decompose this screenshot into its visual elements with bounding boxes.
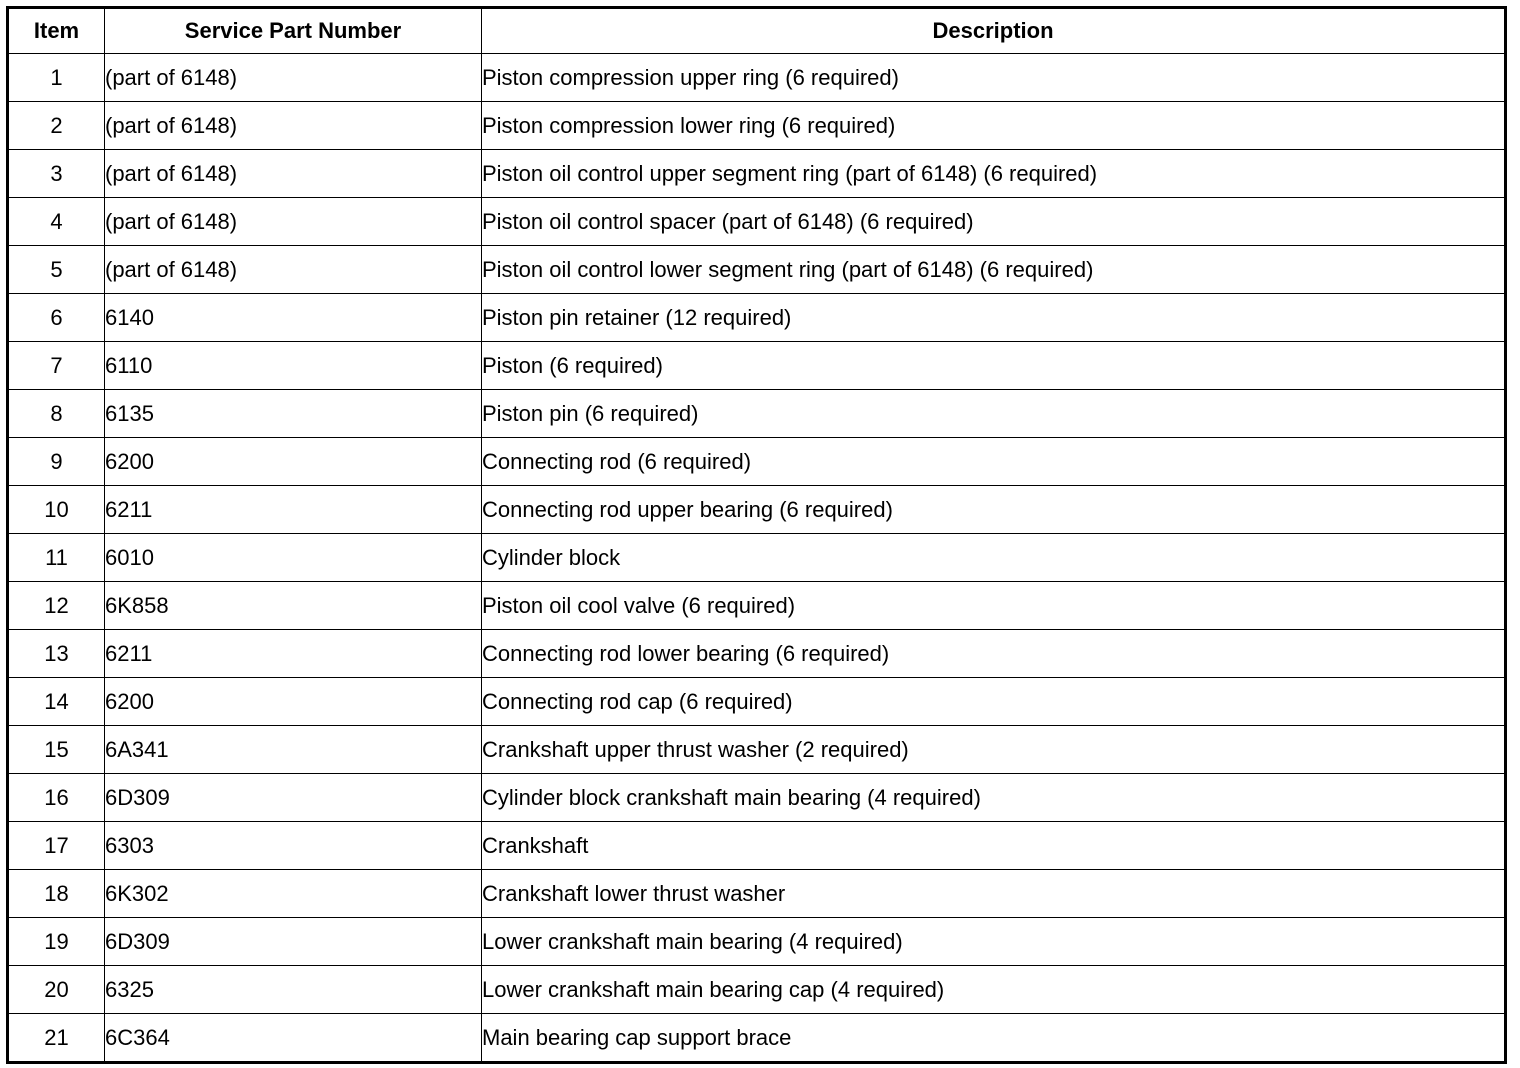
item-cell: 20 (8, 966, 105, 1014)
table-row (8, 678, 1506, 726)
table-body (8, 54, 1506, 1063)
description-cell: Piston oil control upper segment ring (part of 6148) (6 required) (482, 150, 1506, 198)
description-cell: Crankshaft (482, 822, 1506, 870)
part-number-cell: 6C364 (105, 1014, 482, 1063)
description-cell: Connecting rod upper bearing (6 required) (482, 486, 1506, 534)
description-cell: Piston pin retainer (12 required) (482, 294, 1506, 342)
description-cell: Piston compression lower ring (6 required) (482, 102, 1506, 150)
part-number-cell: 6K302 (105, 870, 482, 918)
table-row (8, 726, 1506, 774)
item-cell: 1 (8, 54, 105, 102)
part-number-cell: (part of 6148) (105, 102, 482, 150)
item-cell: 19 (8, 918, 105, 966)
part-number-cell: 6200 (105, 438, 482, 486)
description-cell: Piston compression upper ring (6 required) (482, 54, 1506, 102)
table-row (8, 438, 1506, 486)
table-row (8, 486, 1506, 534)
part-number-cell: 6211 (105, 630, 482, 678)
description-cell: Crankshaft upper thrust washer (2 required) (482, 726, 1506, 774)
description-cell: Main bearing cap support brace (482, 1014, 1506, 1063)
description-cell: Cylinder block (482, 534, 1506, 582)
table-row (8, 534, 1506, 582)
part-number-cell: 6A341 (105, 726, 482, 774)
table-row (8, 294, 1506, 342)
description-cell: Piston oil control lower segment ring (part of 6148) (6 required) (482, 246, 1506, 294)
item-cell: 8 (8, 390, 105, 438)
table-row (8, 246, 1506, 294)
part-number-cell: 6135 (105, 390, 482, 438)
item-cell: 13 (8, 630, 105, 678)
header-item: Item (8, 8, 105, 54)
item-cell: 3 (8, 150, 105, 198)
part-number-cell: 6325 (105, 966, 482, 1014)
header-row (8, 8, 1506, 54)
description-cell: Lower crankshaft main bearing (4 required) (482, 918, 1506, 966)
item-cell: 5 (8, 246, 105, 294)
table-row (8, 822, 1506, 870)
item-cell: 17 (8, 822, 105, 870)
part-number-cell: 6D309 (105, 918, 482, 966)
item-cell: 7 (8, 342, 105, 390)
part-number-cell: 6200 (105, 678, 482, 726)
description-cell: Connecting rod lower bearing (6 required) (482, 630, 1506, 678)
item-cell: 2 (8, 102, 105, 150)
item-cell: 14 (8, 678, 105, 726)
header-service-part-number: Service Part Number (105, 8, 482, 54)
table-row (8, 342, 1506, 390)
parts-table (6, 6, 1507, 1064)
table-row (8, 582, 1506, 630)
table-row (8, 198, 1506, 246)
table-row (8, 150, 1506, 198)
item-cell: 16 (8, 774, 105, 822)
part-number-cell: 6110 (105, 342, 482, 390)
table-row (8, 54, 1506, 102)
item-cell: 12 (8, 582, 105, 630)
table-row (8, 1014, 1506, 1063)
part-number-cell: (part of 6148) (105, 150, 482, 198)
table-row (8, 918, 1506, 966)
table-header (8, 8, 1506, 54)
description-cell: Piston oil cool valve (6 required) (482, 582, 1506, 630)
table-row (8, 870, 1506, 918)
table-row (8, 630, 1506, 678)
part-number-cell: 6D309 (105, 774, 482, 822)
description-cell: Crankshaft lower thrust washer (482, 870, 1506, 918)
item-cell: 10 (8, 486, 105, 534)
description-cell: Cylinder block crankshaft main bearing (4 required) (482, 774, 1506, 822)
table-row (8, 966, 1506, 1014)
part-number-cell: 6140 (105, 294, 482, 342)
item-cell: 11 (8, 534, 105, 582)
part-number-cell: 6303 (105, 822, 482, 870)
part-number-cell: 6K858 (105, 582, 482, 630)
table-row (8, 102, 1506, 150)
item-cell: 18 (8, 870, 105, 918)
item-cell: 4 (8, 198, 105, 246)
description-cell: Piston pin (6 required) (482, 390, 1506, 438)
part-number-cell: (part of 6148) (105, 246, 482, 294)
part-number-cell: 6010 (105, 534, 482, 582)
item-cell: 6 (8, 294, 105, 342)
description-cell: Piston oil control spacer (part of 6148) (6 required) (482, 198, 1506, 246)
description-cell: Connecting rod (6 required) (482, 438, 1506, 486)
item-cell: 15 (8, 726, 105, 774)
header-description: Description (482, 8, 1506, 54)
description-cell: Piston (6 required) (482, 342, 1506, 390)
description-cell: Lower crankshaft main bearing cap (4 required) (482, 966, 1506, 1014)
part-number-cell: (part of 6148) (105, 198, 482, 246)
part-number-cell: 6211 (105, 486, 482, 534)
item-cell: 21 (8, 1014, 105, 1063)
description-cell: Connecting rod cap (6 required) (482, 678, 1506, 726)
table-row (8, 390, 1506, 438)
part-number-cell: (part of 6148) (105, 54, 482, 102)
table-row (8, 774, 1506, 822)
item-cell: 9 (8, 438, 105, 486)
